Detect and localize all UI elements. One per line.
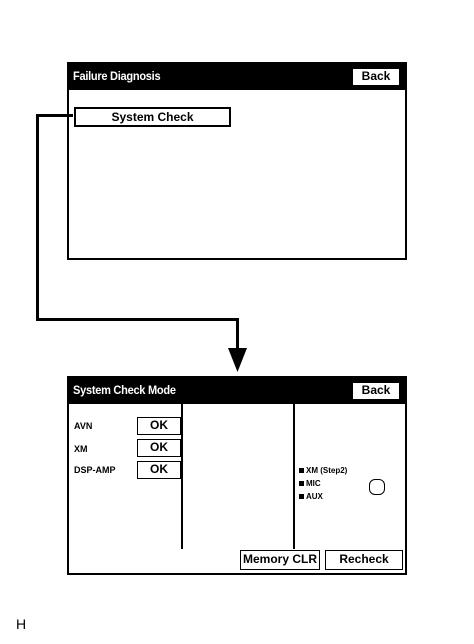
memory-clr-button[interactable]: Memory CLR	[240, 550, 320, 570]
row-label-avn: AVN	[74, 421, 93, 431]
circle-indicator-icon	[369, 479, 385, 495]
screen-title: Failure Diagnosis	[73, 69, 161, 83]
failure-diagnosis-screen	[67, 62, 407, 260]
back-button[interactable]: Back	[352, 382, 400, 400]
figure-letter: H	[16, 616, 27, 632]
status-item-aux: AUX	[299, 492, 323, 501]
column-divider	[181, 404, 183, 549]
system-check-button[interactable]: System Check	[74, 107, 231, 127]
title-bar	[69, 64, 405, 90]
square-bullet-icon	[299, 494, 304, 499]
arrow-down-icon	[228, 348, 247, 372]
row-label-dsp-amp: DSP-AMP	[74, 465, 116, 475]
status-item-mic: MIC	[299, 479, 321, 488]
status-ok-dsp-amp[interactable]: OK	[137, 461, 181, 479]
back-button[interactable]: Back	[352, 68, 400, 86]
system-check-mode-screen	[67, 376, 407, 575]
row-label-xm: XM	[74, 444, 88, 454]
title-bar	[69, 378, 405, 404]
column-divider	[293, 404, 295, 549]
connector-line-down	[236, 318, 239, 352]
square-bullet-icon	[299, 468, 304, 473]
status-ok-avn[interactable]: OK	[137, 417, 181, 435]
square-bullet-icon	[299, 481, 304, 486]
status-ok-xm[interactable]: OK	[137, 439, 181, 457]
connector-line-bottom	[36, 318, 239, 321]
screen-title: System Check Mode	[73, 383, 176, 397]
recheck-button[interactable]: Recheck	[325, 550, 403, 570]
status-item-xm-step2: XM (Step2)	[299, 466, 347, 475]
connector-line-vertical	[36, 114, 39, 321]
connector-line-left-top	[36, 114, 73, 117]
